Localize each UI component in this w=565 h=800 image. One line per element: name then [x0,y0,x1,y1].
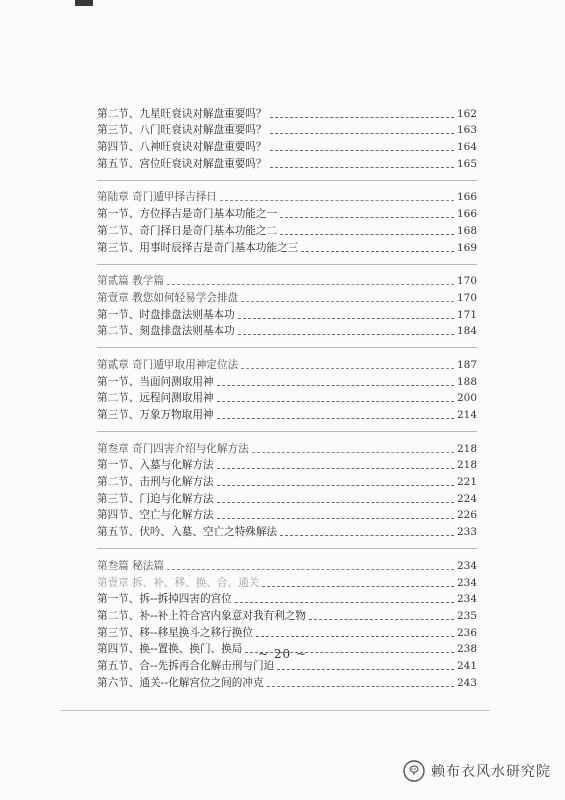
toc-entry[interactable] [97,306,477,323]
dot-leader [167,284,454,285]
toc-entry-page: 200 [456,392,477,405]
toc-entry[interactable] [97,607,477,624]
toc-entry[interactable] [97,457,477,474]
dot-leader [235,602,454,603]
toc-entry-title: 第六节、通关--化解宫位之间的冲克 [97,676,264,689]
toc-entry-title: 第叁章 奇门四害介绍与化解方法 [97,442,249,455]
dot-leader [270,133,454,134]
toc-entry-title: 第壹章 教您如何轻易学会排盘 [97,291,239,304]
toc-group [97,189,477,256]
toc-entry[interactable] [97,205,477,222]
toc-entry-title: 第二节、远程问测取用神 [97,392,214,405]
dot-leader [277,669,454,670]
watermark-text: 赖布衣风水研究院 [431,764,551,780]
toc-entry-page: 235 [456,609,477,622]
toc-entry-page: 169 [456,241,477,254]
dot-leader [252,452,454,453]
toc-entry-page: 171 [456,308,477,321]
toc-entry[interactable] [97,356,477,373]
watermark [403,760,551,782]
toc-entry-page: 218 [456,459,477,472]
section-divider [97,548,477,549]
toc-entry[interactable] [97,390,477,407]
toc-entry[interactable] [97,574,477,591]
toc-entry-title: 第一节、入墓与化解方法 [97,459,214,472]
toc-entry-title: 第二节、刻盘排盘法则基本功 [97,325,235,338]
toc-entry-page: 170 [456,275,477,288]
toc-entry[interactable] [97,591,477,608]
toc-entry-page: 214 [456,409,477,421]
toc-entry-title: 第四节、空亡与化解方法 [97,509,214,522]
toc-group [97,557,477,691]
toc-entry-page: 184 [456,325,477,338]
toc-entry-page: 234 [456,593,477,606]
toc-group [97,105,477,172]
toc-entry-title: 第二节、九星旺衰诀对解盘重要吗？ [97,107,267,120]
dot-leader [217,468,454,469]
dot-leader [267,686,454,687]
wechat-icon [403,760,425,782]
section-divider [97,264,477,265]
toc-entry[interactable] [97,239,477,256]
toc-entry[interactable] [97,138,477,155]
toc-entry[interactable] [97,122,477,139]
toc-entry[interactable] [97,473,477,490]
toc-entry-page: 188 [456,375,477,388]
dot-leader [280,234,454,235]
toc-entry-title: 第五节、宫位旺衰诀对解盘重要吗？ [97,157,267,170]
toc-entry[interactable] [97,289,477,306]
top-edge-mark [75,0,93,6]
dot-leader [270,150,454,151]
toc-entry[interactable] [97,523,477,540]
toc-entry-page: 168 [456,224,477,237]
toc-group [97,273,477,340]
toc-entry-title: 第壹章 拆、补、移、换、合、通关 [97,576,260,589]
toc-entry-title: 第贰章 奇门遁甲取用神定位法 [97,358,239,371]
toc-entry-title: 第一节、拆--拆掉四害的宫位 [97,593,232,606]
toc-group [97,440,477,540]
toc-entry-page: 163 [456,124,477,137]
dot-leader [217,418,454,419]
toc-entry[interactable] [97,373,477,390]
toc-entry-title: 第四节、八神旺衰诀对解盘重要吗？ [97,141,267,154]
section-divider [97,431,477,432]
toc-entry-page: 165 [456,157,477,170]
toc-entry-title: 第贰篇 教学篇 [97,275,164,288]
toc-entry-title: 第三节、用事时辰择吉是奇门基本功能之三 [97,241,299,254]
toc-entry[interactable] [97,189,477,206]
toc-entry[interactable] [97,440,477,457]
toc-entry-page: 221 [456,476,477,489]
toc-entry[interactable] [97,406,477,423]
toc-entry-title: 第三节、移--移星换斗之移行换位 [97,626,253,639]
toc-entry[interactable] [97,674,477,691]
toc-entry-title: 第二节、奇门择日是奇门基本功能之二 [97,224,278,237]
dot-leader [217,385,454,386]
toc-entry-page: 162 [456,107,477,120]
toc-entry-page: 166 [456,191,477,204]
section-divider [97,347,477,348]
toc-entry-title: 第五节、合--先拆再合化解击刑与门迫 [97,659,275,672]
toc-entry-page: 187 [456,358,477,371]
dot-leader [167,569,454,570]
page-number: ~ 20 ~ [257,647,307,661]
toc-entry-title: 第一节、当面问测取用神 [97,375,214,388]
toc-entry-page: 170 [456,291,477,304]
toc-entry-title: 第三节、门迫与化解方法 [97,492,214,505]
toc-entry-page: 241 [456,659,477,672]
dot-leader [256,636,454,637]
toc-entry-page: 166 [456,208,477,221]
dot-leader [217,401,454,402]
toc-entry-page: 243 [456,676,477,689]
toc-entry[interactable] [97,273,477,290]
toc-group [97,356,477,423]
toc-entry-page: 236 [456,626,477,639]
toc-entry-title: 第陆章 奇门遁甲择吉择日 [97,191,217,204]
dot-leader [220,200,454,201]
dot-leader [280,217,454,218]
dot-leader [270,117,454,118]
dot-leader [241,368,454,369]
table-of-contents [97,105,477,699]
dot-leader [217,518,454,519]
toc-entry-page: 224 [456,492,477,505]
dot-leader [301,251,454,252]
toc-entry[interactable] [97,222,477,239]
dot-leader [238,334,454,335]
toc-entry-title: 第三节、八门旺衰诀对解盘重要吗？ [97,124,267,137]
dot-leader [241,301,454,302]
section-divider [97,180,477,181]
dot-leader [270,167,454,168]
toc-entry[interactable] [97,490,477,507]
toc-entry-title: 第二节、击刑与化解方法 [97,476,214,489]
dot-leader [280,535,454,536]
toc-entry-page: 164 [456,141,477,154]
toc-entry[interactable] [97,624,477,641]
toc-entry[interactable] [97,155,477,172]
toc-entry-title: 第四节、换--置换、换门、换局 [97,643,243,656]
toc-entry-title: 第二节、补--补上符合宫内象意对我有利之物 [97,609,306,622]
toc-entry-title: 第三节、万象万物取用神 [97,409,214,421]
bottom-rule [60,710,490,711]
toc-entry-title: 第五节、伏吟、入墓、空亡之特殊解法 [97,526,278,539]
dot-leader [309,619,454,620]
toc-entry[interactable] [97,557,477,574]
dot-leader [217,485,454,486]
toc-entry-page: 226 [456,509,477,522]
toc-entry-title: 第一节、方位择吉是奇门基本功能之一 [97,208,278,221]
toc-entry-page: 234 [456,576,477,589]
toc-entry-page: 218 [456,442,477,455]
dot-leader [238,318,454,319]
toc-entry[interactable] [97,323,477,340]
dot-leader [262,586,454,587]
toc-entry-page: 233 [456,526,477,539]
toc-entry-page: 238 [456,643,477,656]
dot-leader [217,502,454,503]
toc-entry-page: 234 [456,559,477,572]
toc-entry[interactable] [97,105,477,122]
toc-entry-title: 第叁篇 秘法篇 [97,559,164,572]
toc-entry[interactable] [97,507,477,524]
toc-entry-title: 第一节、时盘排盘法则基本功 [97,308,235,321]
